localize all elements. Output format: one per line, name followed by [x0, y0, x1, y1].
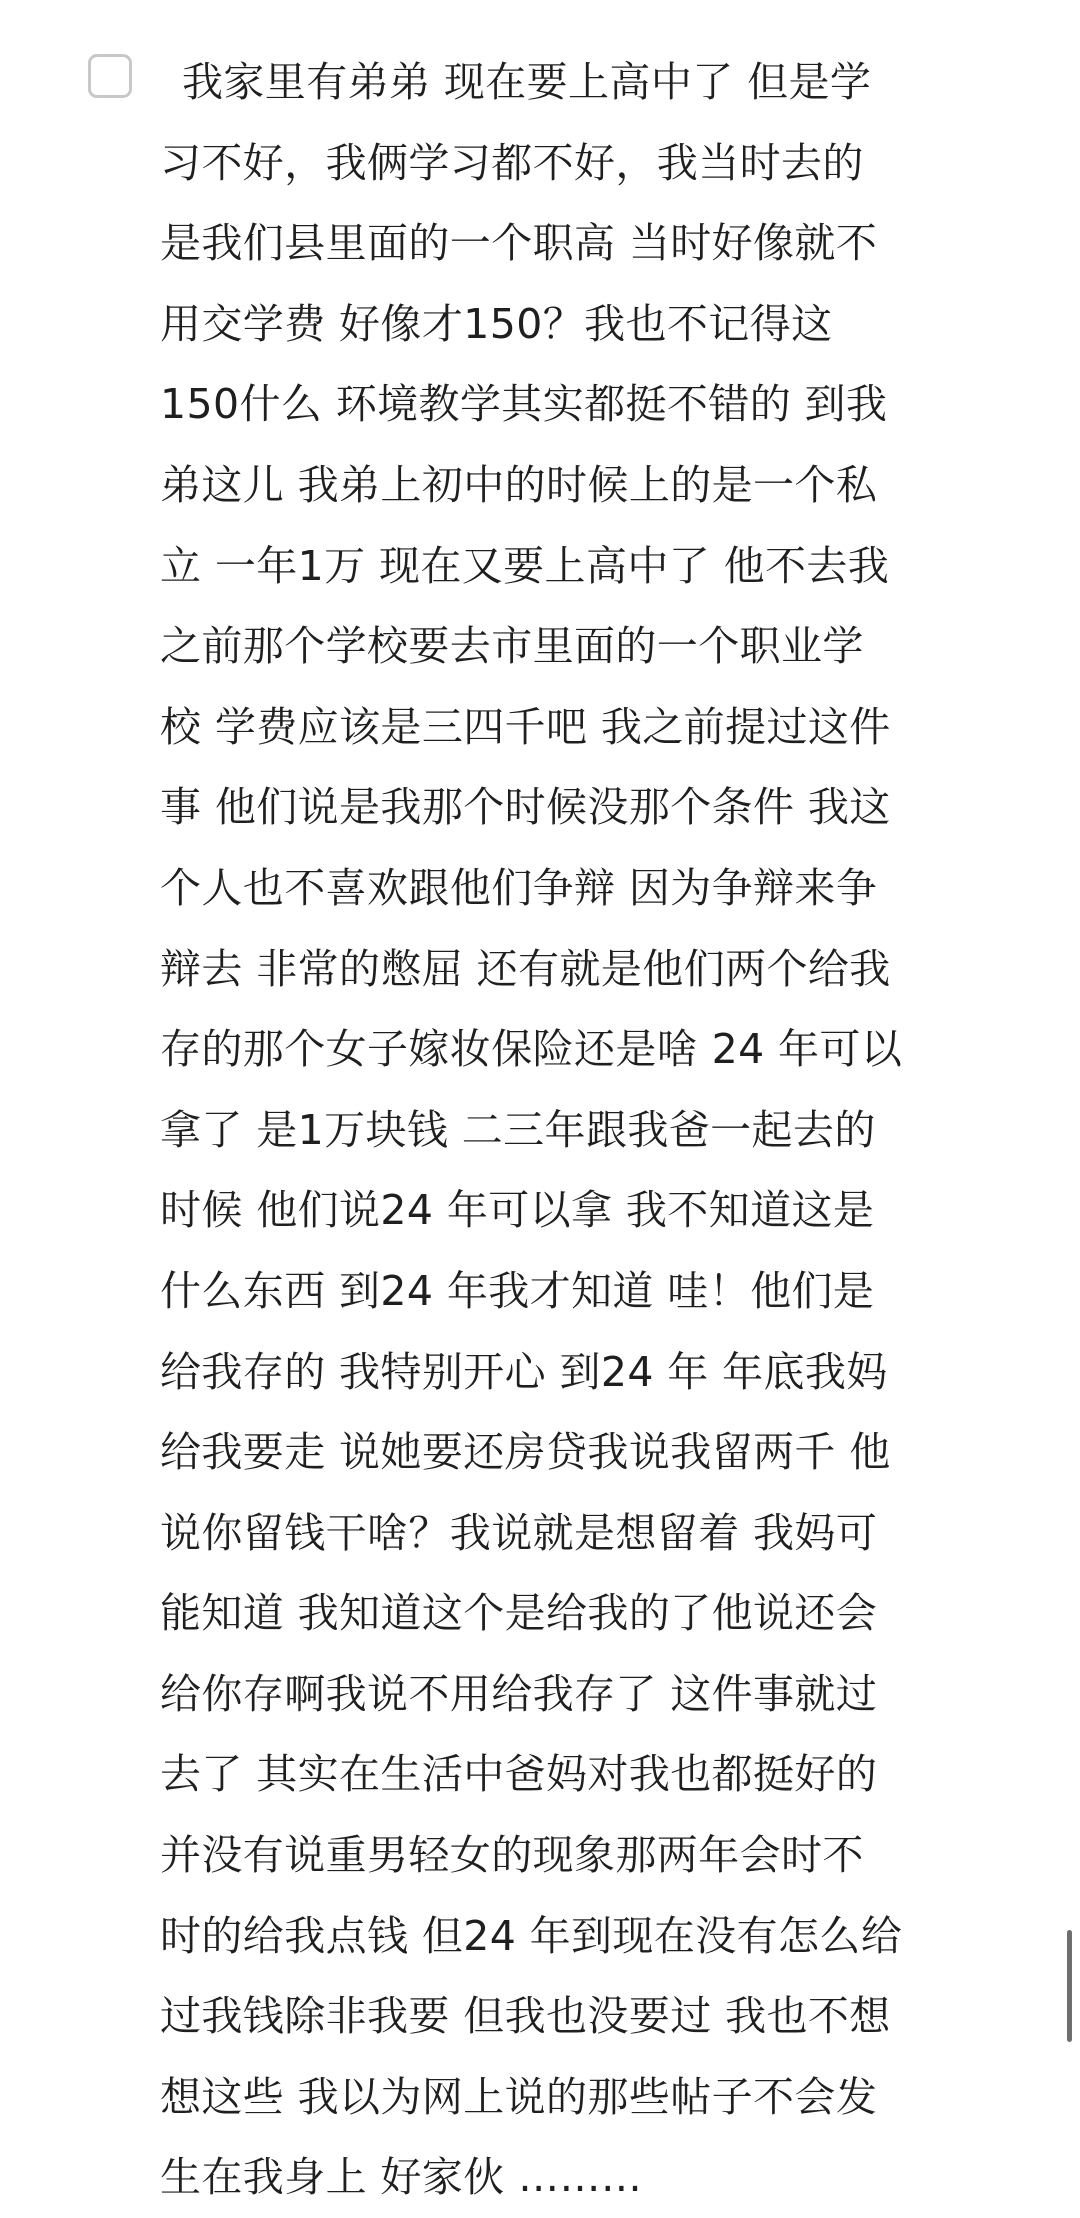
note-line: 之前那个学校要去市里面的一个职业学: [160, 622, 864, 671]
note-line: 我家里有弟弟 现在要上高中了 但是学: [182, 58, 872, 106]
scrollbar-thumb[interactable]: [1067, 1930, 1072, 2042]
note-line: 拿了 是1万块钱 二三年跟我爸一起去的: [160, 1105, 876, 1154]
note-line: 什么东西 到24 年我才知道 哇！他们是: [160, 1266, 875, 1315]
note-line: 立 一年1万 现在又要上高中了 他不去我: [160, 541, 890, 590]
note-line: 时的给我点钱 但24 年到现在没有怎么给: [160, 1911, 903, 1960]
note-line: 说你留钱干啥？我说就是想留着 我妈可: [160, 1508, 878, 1557]
note-line: 弟这儿 我弟上初中的时候上的是一个私: [160, 460, 878, 509]
note-line: 想这些 我以为网上说的那些帖子不会发: [160, 2072, 878, 2121]
note-line: 辩去 非常的憋屈 还有就是他们两个给我: [160, 944, 891, 993]
note-line: 去了 其实在生活中爸妈对我也都挺好的: [160, 1750, 878, 1799]
note-line: 过我钱除非我要 但我也没要过 我也不想: [160, 1992, 891, 2041]
note-line: 事 他们说是我那个时候没那个条件 我这: [160, 783, 891, 832]
note-line: 存的那个女子嫁妆保险还是啥 24 年可以: [160, 1025, 903, 1074]
note-line: 给我要走 说她要还房贷我说我留两千 他: [160, 1428, 891, 1477]
note-line: 150什么 环境教学其实都挺不错的 到我: [160, 380, 888, 429]
note-line: 给你存啊我说不用给我存了 这件事就过: [160, 1669, 878, 1718]
note-line: 并没有说重男轻女的现象那两年会时不: [160, 1831, 864, 1880]
note-line: 给我存的 我特别开心 到24 年 年底我妈: [160, 1347, 888, 1396]
note-line: 个人也不喜欢跟他们争辩 因为争辩来争: [160, 863, 878, 912]
note-text[interactable]: [160, 42, 1020, 2218]
note-line: 用交学费 好像才150？我也不记得这: [160, 299, 833, 348]
note-line: 习不好，我俩学习都不好，我当时去的: [160, 138, 864, 187]
note-line: 能知道 我知道这个是给我的了他说还会: [160, 1589, 878, 1638]
note-line: 校 学费应该是三四千吧 我之前提过这件: [160, 702, 891, 751]
checkbox-icon[interactable]: [88, 54, 132, 98]
note-line: 生在我身上 好家伙 ………: [160, 2153, 643, 2202]
note-line: 时候 他们说24 年可以拿 我不知道这是: [160, 1186, 875, 1235]
note-line: 是我们县里面的一个职高 当时好像就不: [160, 219, 878, 268]
